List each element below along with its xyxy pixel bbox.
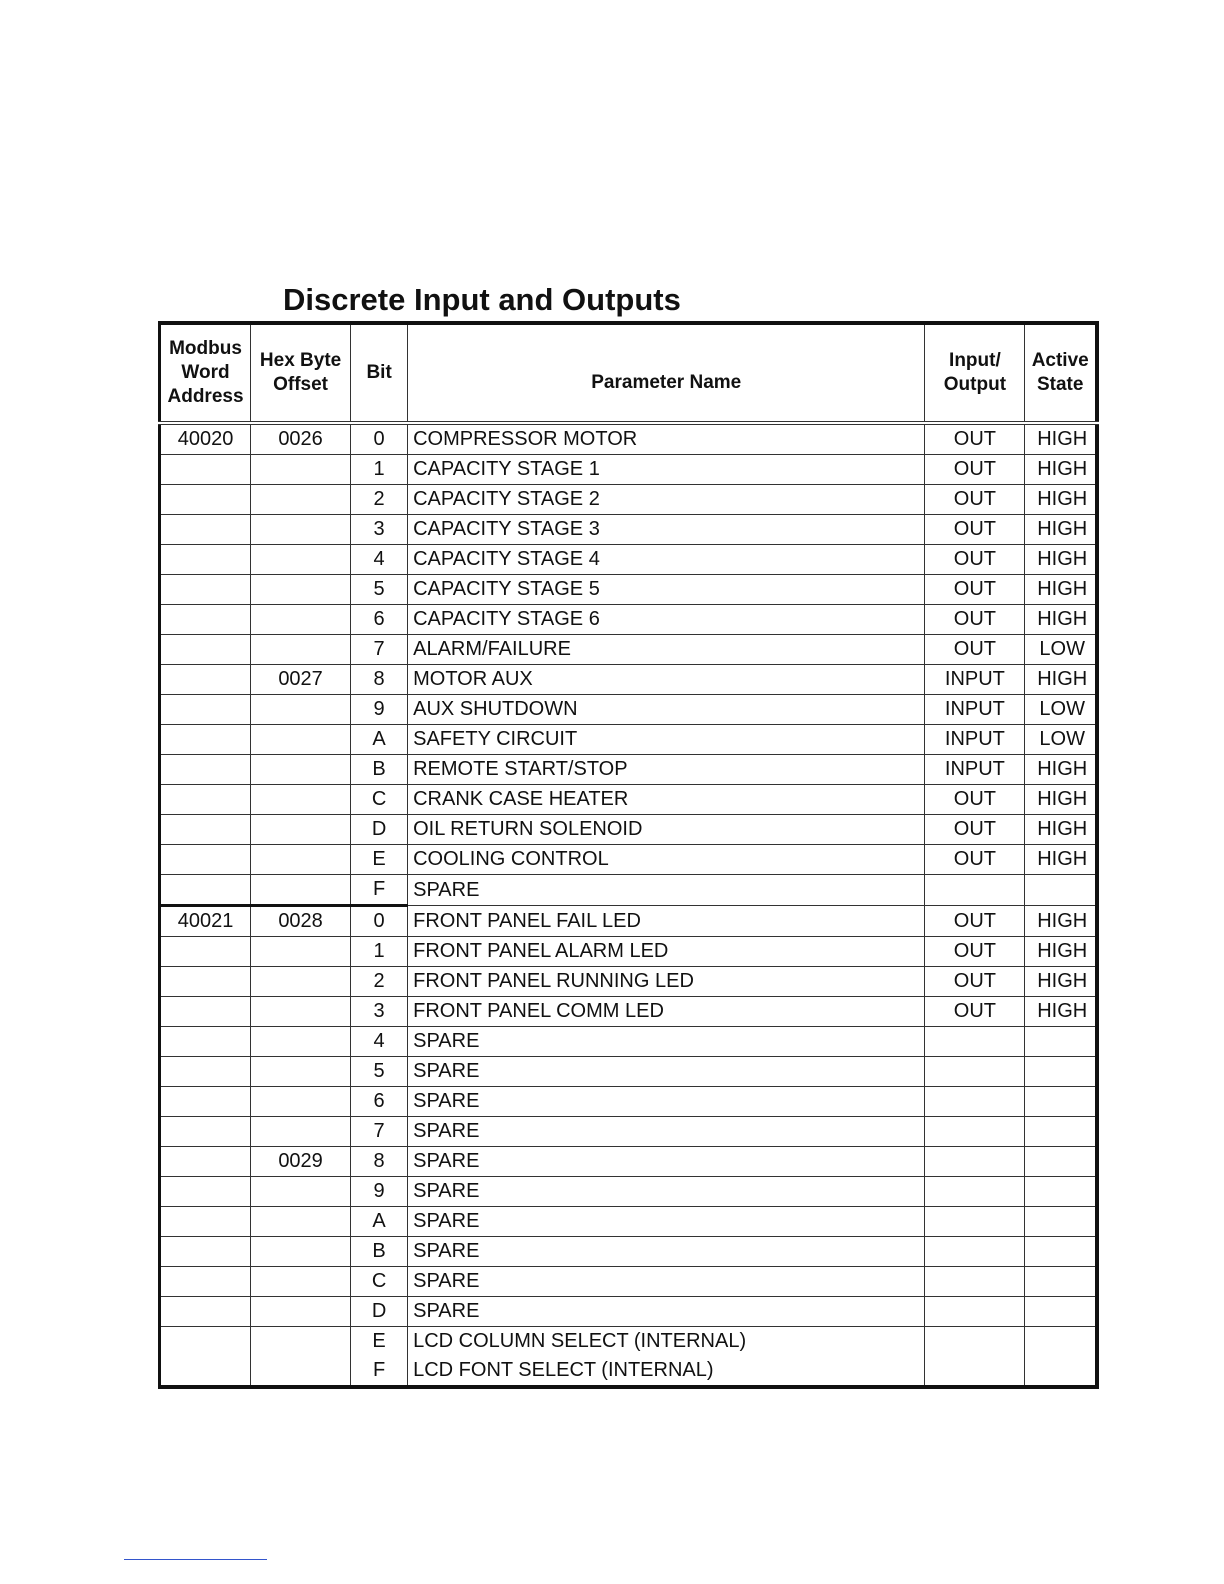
input-output-cell — [925, 1237, 1025, 1267]
input-output-cell: OUT — [925, 845, 1025, 875]
bit-cell: 4 — [351, 1027, 408, 1057]
hex-offset-cell — [251, 1177, 351, 1207]
parameter-name-cell: FRONT PANEL ALARM LED — [408, 937, 925, 967]
table-row — [160, 665, 1098, 695]
bit-cell: B — [351, 755, 408, 785]
active-state-cell: HIGH — [1025, 605, 1097, 635]
header-parameter-name: Parameter Name — [408, 323, 925, 423]
table-row — [160, 997, 1098, 1027]
bit-cell: A — [351, 1207, 408, 1237]
table-row — [160, 635, 1098, 665]
active-state-cell: HIGH — [1025, 755, 1097, 785]
hex-offset-cell — [251, 455, 351, 485]
hex-offset-cell: 0027 — [251, 665, 351, 695]
table-row — [160, 815, 1098, 845]
bit-cell: C — [351, 785, 408, 815]
header-input-output: Input/ Output — [925, 323, 1025, 423]
parameter-name-cell: LCD COLUMN SELECT (INTERNAL) — [408, 1327, 925, 1357]
table-row — [160, 1117, 1098, 1147]
bit-cell: 5 — [351, 575, 408, 605]
hex-offset-cell — [251, 1237, 351, 1267]
hex-offset-cell — [251, 755, 351, 785]
hex-offset-cell — [251, 1327, 351, 1357]
address-cell — [160, 997, 251, 1027]
header-hex-offset: Hex Byte Offset — [251, 323, 351, 423]
active-state-cell — [1025, 1297, 1097, 1327]
hex-offset-cell — [251, 1297, 351, 1327]
hex-offset-cell — [251, 575, 351, 605]
hex-offset-cell: 0026 — [251, 423, 351, 455]
parameter-name-cell: SPARE — [408, 1207, 925, 1237]
hex-offset-cell — [251, 785, 351, 815]
active-state-cell: HIGH — [1025, 485, 1097, 515]
bit-cell: A — [351, 725, 408, 755]
hex-offset-cell — [251, 695, 351, 725]
hex-offset-cell — [251, 967, 351, 997]
input-output-cell — [925, 1297, 1025, 1327]
parameter-name-cell: CRANK CASE HEATER — [408, 785, 925, 815]
table-row — [160, 545, 1098, 575]
address-cell — [160, 635, 251, 665]
address-cell — [160, 785, 251, 815]
parameter-name-cell: COMPRESSOR MOTOR — [408, 423, 925, 455]
table-row — [160, 1027, 1098, 1057]
hex-offset-cell: 0029 — [251, 1147, 351, 1177]
hex-offset-cell — [251, 1356, 351, 1387]
bit-cell: 1 — [351, 455, 408, 485]
footer-rule — [124, 1559, 267, 1560]
bit-cell: 6 — [351, 605, 408, 635]
input-output-cell — [925, 1177, 1025, 1207]
parameter-name-cell: SPARE — [408, 1147, 925, 1177]
bit-cell: 3 — [351, 515, 408, 545]
hex-offset-cell — [251, 1207, 351, 1237]
address-cell — [160, 1297, 251, 1327]
parameter-name-cell: CAPACITY STAGE 5 — [408, 575, 925, 605]
active-state-cell: HIGH — [1025, 575, 1097, 605]
header-active-state: Active State — [1025, 323, 1097, 423]
active-state-cell: HIGH — [1025, 785, 1097, 815]
address-cell — [160, 755, 251, 785]
parameter-name-cell: SPARE — [408, 875, 925, 906]
bit-cell: B — [351, 1237, 408, 1267]
input-output-cell — [925, 1327, 1025, 1357]
input-output-cell: OUT — [925, 455, 1025, 485]
active-state-cell — [1025, 1087, 1097, 1117]
table-row — [160, 1087, 1098, 1117]
active-state-cell — [1025, 1267, 1097, 1297]
table-row — [160, 1057, 1098, 1087]
parameter-name-cell: SPARE — [408, 1297, 925, 1327]
address-cell — [160, 1177, 251, 1207]
active-state-cell: LOW — [1025, 725, 1097, 755]
input-output-cell: OUT — [925, 605, 1025, 635]
address-cell — [160, 1327, 251, 1357]
parameter-name-cell: FRONT PANEL COMM LED — [408, 997, 925, 1027]
active-state-cell: HIGH — [1025, 845, 1097, 875]
parameter-name-cell: SPARE — [408, 1057, 925, 1087]
address-cell — [160, 875, 251, 906]
bit-cell: 6 — [351, 1087, 408, 1117]
bit-cell: 0 — [351, 423, 408, 455]
bit-cell: 5 — [351, 1057, 408, 1087]
input-output-cell — [925, 1356, 1025, 1387]
address-cell — [160, 1087, 251, 1117]
address-cell — [160, 575, 251, 605]
bit-cell: 0 — [351, 906, 408, 937]
address-cell — [160, 695, 251, 725]
table-row — [160, 725, 1098, 755]
hex-offset-cell — [251, 485, 351, 515]
input-output-cell: OUT — [925, 635, 1025, 665]
table-row — [160, 695, 1098, 725]
bit-cell: 8 — [351, 665, 408, 695]
table-body — [160, 423, 1098, 1387]
active-state-cell — [1025, 1207, 1097, 1237]
input-output-cell: OUT — [925, 515, 1025, 545]
input-output-cell — [925, 1267, 1025, 1297]
header-address: Modbus Word Address — [160, 323, 251, 423]
parameter-name-cell: CAPACITY STAGE 2 — [408, 485, 925, 515]
table-row — [160, 845, 1098, 875]
input-output-cell — [925, 1117, 1025, 1147]
active-state-cell — [1025, 1117, 1097, 1147]
table-row — [160, 1297, 1098, 1327]
table-row — [160, 1207, 1098, 1237]
input-output-cell: INPUT — [925, 665, 1025, 695]
hex-offset-cell — [251, 875, 351, 906]
input-output-cell: OUT — [925, 485, 1025, 515]
parameter-name-cell: MOTOR AUX — [408, 665, 925, 695]
table-row — [160, 455, 1098, 485]
table-row — [160, 785, 1098, 815]
address-cell — [160, 1117, 251, 1147]
table-row — [160, 906, 1098, 937]
bit-cell: D — [351, 815, 408, 845]
parameter-name-cell: OIL RETURN SOLENOID — [408, 815, 925, 845]
hex-offset-cell — [251, 545, 351, 575]
hex-offset-cell — [251, 997, 351, 1027]
bit-cell: 8 — [351, 1147, 408, 1177]
input-output-cell — [925, 1147, 1025, 1177]
bit-cell: E — [351, 845, 408, 875]
table-row — [160, 485, 1098, 515]
header-bit: Bit — [351, 323, 408, 423]
active-state-cell: HIGH — [1025, 997, 1097, 1027]
address-cell: 40021 — [160, 906, 251, 937]
active-state-cell: HIGH — [1025, 423, 1097, 455]
hex-offset-cell — [251, 1267, 351, 1297]
active-state-cell: HIGH — [1025, 937, 1097, 967]
address-cell — [160, 605, 251, 635]
bit-cell: 7 — [351, 635, 408, 665]
bit-cell: E — [351, 1327, 408, 1357]
active-state-cell — [1025, 875, 1097, 906]
address-cell — [160, 545, 251, 575]
input-output-cell: OUT — [925, 423, 1025, 455]
input-output-cell — [925, 1057, 1025, 1087]
input-output-cell — [925, 875, 1025, 906]
input-output-cell: OUT — [925, 545, 1025, 575]
input-output-cell: OUT — [925, 575, 1025, 605]
hex-offset-cell — [251, 937, 351, 967]
input-output-cell: OUT — [925, 997, 1025, 1027]
table-header-row — [160, 323, 1098, 423]
address-cell — [160, 725, 251, 755]
parameter-name-cell: COOLING CONTROL — [408, 845, 925, 875]
hex-offset-cell — [251, 1117, 351, 1147]
address-cell — [160, 485, 251, 515]
active-state-cell: HIGH — [1025, 967, 1097, 997]
table-row — [160, 575, 1098, 605]
parameter-name-cell: CAPACITY STAGE 6 — [408, 605, 925, 635]
parameter-name-cell: REMOTE START/STOP — [408, 755, 925, 785]
input-output-cell — [925, 1207, 1025, 1237]
table-row — [160, 1267, 1098, 1297]
address-cell — [160, 1147, 251, 1177]
active-state-cell — [1025, 1237, 1097, 1267]
hex-offset-cell — [251, 635, 351, 665]
hex-offset-cell — [251, 605, 351, 635]
parameter-name-cell: FRONT PANEL FAIL LED — [408, 906, 925, 937]
active-state-cell: HIGH — [1025, 665, 1097, 695]
active-state-cell: HIGH — [1025, 455, 1097, 485]
hex-offset-cell: 0028 — [251, 906, 351, 937]
parameter-name-cell: FRONT PANEL RUNNING LED — [408, 967, 925, 997]
bit-cell: 9 — [351, 1177, 408, 1207]
input-output-cell: INPUT — [925, 695, 1025, 725]
address-cell — [160, 1207, 251, 1237]
parameter-name-cell: SPARE — [408, 1237, 925, 1267]
table-row — [160, 423, 1098, 455]
hex-offset-cell — [251, 1087, 351, 1117]
address-cell — [160, 815, 251, 845]
parameter-name-cell: CAPACITY STAGE 4 — [408, 545, 925, 575]
bit-cell: 4 — [351, 545, 408, 575]
parameter-name-cell: ALARM/FAILURE — [408, 635, 925, 665]
active-state-cell — [1025, 1027, 1097, 1057]
table-row — [160, 515, 1098, 545]
bit-cell: F — [351, 1356, 408, 1387]
active-state-cell: HIGH — [1025, 515, 1097, 545]
parameter-name-cell: SPARE — [408, 1267, 925, 1297]
bit-cell: 7 — [351, 1117, 408, 1147]
address-cell — [160, 1267, 251, 1297]
address-cell — [160, 937, 251, 967]
address-cell — [160, 1237, 251, 1267]
table-row — [160, 967, 1098, 997]
address-cell — [160, 967, 251, 997]
table-row — [160, 1356, 1098, 1387]
table-row — [160, 1177, 1098, 1207]
input-output-cell: OUT — [925, 937, 1025, 967]
input-output-cell: OUT — [925, 906, 1025, 937]
table-row — [160, 605, 1098, 635]
input-output-cell: INPUT — [925, 755, 1025, 785]
parameter-name-cell: SPARE — [408, 1027, 925, 1057]
active-state-cell: LOW — [1025, 635, 1097, 665]
bit-cell: C — [351, 1267, 408, 1297]
address-cell: 40020 — [160, 423, 251, 455]
hex-offset-cell — [251, 845, 351, 875]
input-output-cell: OUT — [925, 785, 1025, 815]
bit-cell: D — [351, 1297, 408, 1327]
active-state-cell: LOW — [1025, 695, 1097, 725]
page-title: Discrete Input and Outputs — [283, 282, 681, 317]
parameter-name-cell: SPARE — [408, 1117, 925, 1147]
parameter-name-cell: CAPACITY STAGE 3 — [408, 515, 925, 545]
active-state-cell — [1025, 1177, 1097, 1207]
parameter-name-cell: LCD FONT SELECT (INTERNAL) — [408, 1356, 925, 1387]
active-state-cell: HIGH — [1025, 815, 1097, 845]
input-output-cell — [925, 1027, 1025, 1057]
table-row — [160, 1237, 1098, 1267]
address-cell — [160, 1027, 251, 1057]
input-output-cell — [925, 1087, 1025, 1117]
active-state-cell — [1025, 1356, 1097, 1387]
bit-cell: 9 — [351, 695, 408, 725]
input-output-cell: INPUT — [925, 725, 1025, 755]
address-cell — [160, 1057, 251, 1087]
hex-offset-cell — [251, 815, 351, 845]
parameter-name-cell: SPARE — [408, 1087, 925, 1117]
discrete-io-table — [158, 321, 1099, 1389]
hex-offset-cell — [251, 1057, 351, 1087]
active-state-cell: HIGH — [1025, 545, 1097, 575]
active-state-cell — [1025, 1327, 1097, 1357]
address-cell — [160, 665, 251, 695]
input-output-cell: OUT — [925, 815, 1025, 845]
bit-cell: 3 — [351, 997, 408, 1027]
bit-cell: 2 — [351, 485, 408, 515]
active-state-cell — [1025, 1057, 1097, 1087]
input-output-cell: OUT — [925, 967, 1025, 997]
parameter-name-cell: SAFETY CIRCUIT — [408, 725, 925, 755]
active-state-cell — [1025, 1147, 1097, 1177]
address-cell — [160, 455, 251, 485]
table-row — [160, 1147, 1098, 1177]
address-cell — [160, 845, 251, 875]
hex-offset-cell — [251, 515, 351, 545]
bit-cell: 2 — [351, 967, 408, 997]
table-row — [160, 937, 1098, 967]
table-row — [160, 755, 1098, 785]
parameter-name-cell: AUX SHUTDOWN — [408, 695, 925, 725]
parameter-name-cell: SPARE — [408, 1177, 925, 1207]
bit-cell: 1 — [351, 937, 408, 967]
hex-offset-cell — [251, 725, 351, 755]
parameter-name-cell: CAPACITY STAGE 1 — [408, 455, 925, 485]
active-state-cell: HIGH — [1025, 906, 1097, 937]
table-row — [160, 1327, 1098, 1357]
address-cell — [160, 1356, 251, 1387]
hex-offset-cell — [251, 1027, 351, 1057]
table-row — [160, 875, 1098, 906]
bit-cell: F — [351, 875, 408, 906]
address-cell — [160, 515, 251, 545]
